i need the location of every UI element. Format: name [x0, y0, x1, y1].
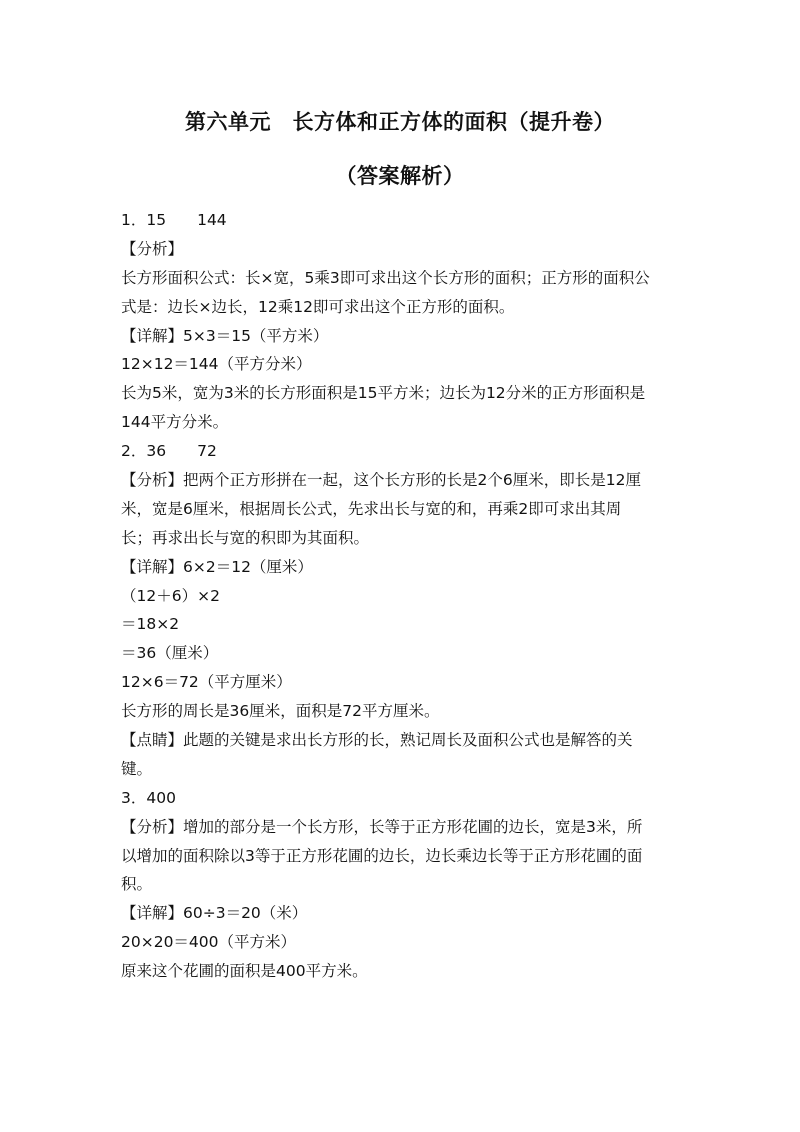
text-line: 米，宽是6厘米，根据周长公式，先求出长与宽的和，再乘2即可求出其周: [121, 499, 622, 518]
answer-body: [121, 206, 681, 986]
text-line: （12＋6）×2: [121, 586, 220, 605]
text-line: ＝18×2: [121, 615, 180, 634]
text-line: 144平方分米。: [121, 413, 229, 432]
analysis-line: 【分析】增加的部分是一个长方形，长等于正方形花圃的边长，宽是3米，所: [121, 817, 643, 836]
text-line: 长；再求出长与宽的积即为其面积。: [121, 528, 370, 547]
text-line: 长方形的周长是36厘米，面积是72平方厘米。: [121, 702, 440, 721]
detail-line: 【详解】60÷3＝20（米）: [121, 904, 308, 923]
analysis-line: 【分析】把两个正方形拼在一起，这个长方形的长是2个6厘米，即长是12厘: [121, 471, 641, 490]
text-line: 原来这个花圃的面积是400平方米。: [121, 962, 368, 981]
text-line: 长方形面积公式：长×宽，5乘3即可求出这个长方形的面积；正方形的面积公: [121, 268, 650, 287]
text-line: 式是：边长×边长，12乘12即可求出这个正方形的面积。: [121, 297, 515, 316]
text-line: 长为5米，宽为3米的长方形面积是15平方米；边长为12分米的正方形面积是: [121, 384, 646, 403]
answer-3-heading: 3．400: [121, 788, 176, 807]
answer-2-heading: 2．36 72: [121, 442, 217, 461]
text-line: 键。: [121, 759, 153, 778]
remark-line: 【点睛】此题的关键是求出长方形的长，熟记周长及面积公式也是解答的关: [121, 731, 633, 750]
text-line: ＝36（厘米）: [121, 644, 219, 663]
answer-1-heading: 1．15 144: [121, 211, 227, 229]
text-line: 12×6＝72（平方厘米）: [121, 673, 292, 692]
detail-line: 【详解】6×2＝12（厘米）: [121, 557, 313, 576]
text-line: 以增加的面积除以3等于正方形花圃的边长，边长乘边长等于正方形花圃的面: [121, 846, 643, 865]
analysis-label: 【分析】: [121, 239, 184, 258]
document-title: 第六单元 长方体和正方体的面积（提升卷）: [185, 110, 615, 134]
document-subtitle: （答案解析）: [335, 164, 465, 188]
text-line: 20×20＝400（平方米）: [121, 933, 297, 952]
text-line: 积。: [121, 875, 153, 894]
detail-line: 【详解】5×3＝15（平方米）: [121, 326, 329, 345]
text-line: 12×12＝144（平方分米）: [121, 355, 312, 374]
